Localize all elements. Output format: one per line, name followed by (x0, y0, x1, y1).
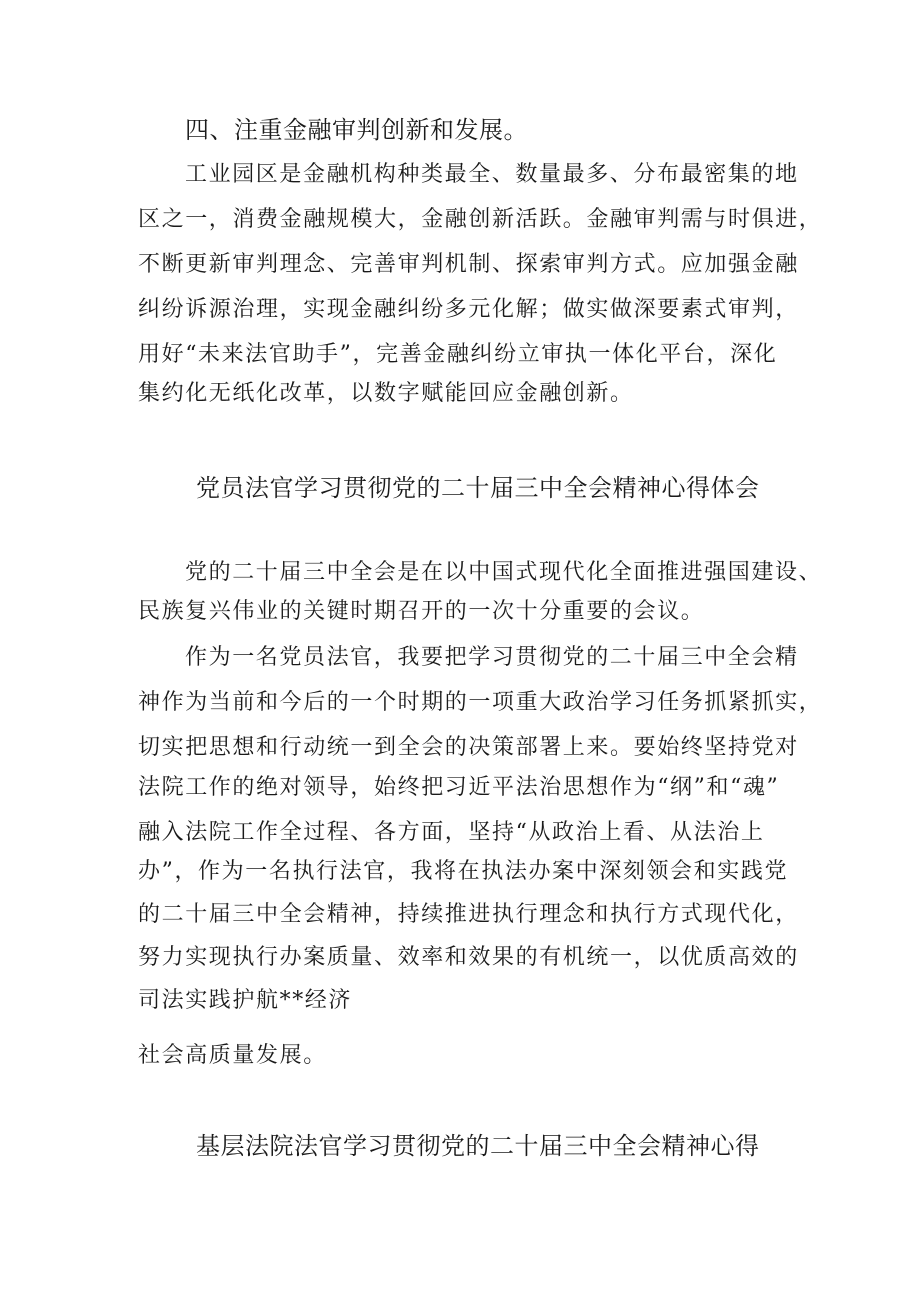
body-text-line: 工业园区是金融机构种类最全、数量最多、分布最密集的地 (185, 162, 799, 187)
article-title: 基层法院法官学习贯彻党的二十届三中全会精神心得 (196, 1132, 760, 1160)
body-text-line: 司法实践护航**经济 (138, 988, 353, 1013)
body-text-line: 民族复兴伟业的关键时期召开的一次十分重要的会议。 (138, 599, 705, 624)
body-text-line: 努力实现执行办案质量、效率和效果的有机统一，以优质高效的 (138, 945, 799, 970)
section-heading: 四、注重金融审判创新和发展。 (185, 116, 528, 144)
body-text-line: 集约化无纸化改革，以数字赋能回应金融创新。 (138, 381, 634, 406)
body-text-line: 的二十届三中全会精神，持续推进执行理念和执行方式现代化， (138, 902, 799, 927)
body-text-line: 纠纷诉源治理，实现金融纠纷多元化解；做实做深要素式审判， (138, 297, 799, 322)
body-text-line: 神作为当前和今后的一个时期的一项重大政治学习任务抓紧抓实， (138, 690, 823, 715)
body-text-line: 作为一名党员法官，我要把学习贯彻党的二十届三中全会精 (185, 645, 799, 670)
body-text-line: 法院工作的绝对领导，始终把习近平法治思想作为“纲”和“魂” (138, 775, 780, 800)
body-text-line: 社会高质量发展。 (138, 1043, 327, 1068)
body-text-line: 用好“未来法官助手”，完善金融纠纷立审执一体化平台，深化 (138, 342, 778, 367)
body-text-line: 区之一，消费金融规模大，金融创新活跃。金融审判需与时俱进， (138, 207, 823, 232)
body-text-line: 切实把思想和行动统一到全会的决策部署上来。要始终坚持党对 (138, 735, 799, 760)
article-title: 党员法官学习贯彻党的二十届三中全会精神心得体会 (196, 474, 760, 502)
body-text-line: 不断更新审判理念、完善审判机制、探索审判方式。应加强金融 (138, 252, 799, 277)
body-text-line: 党的二十届三中全会是在以中国式现代化全面推进强国建设、 (185, 560, 823, 585)
body-text-line: 办”，作为一名执行法官，我将在执法办案中深刻领会和实践党 (138, 859, 789, 884)
body-text-line: 融入法院工作全过程、各方面，坚持“从政治上看、从法治上 (138, 820, 765, 845)
